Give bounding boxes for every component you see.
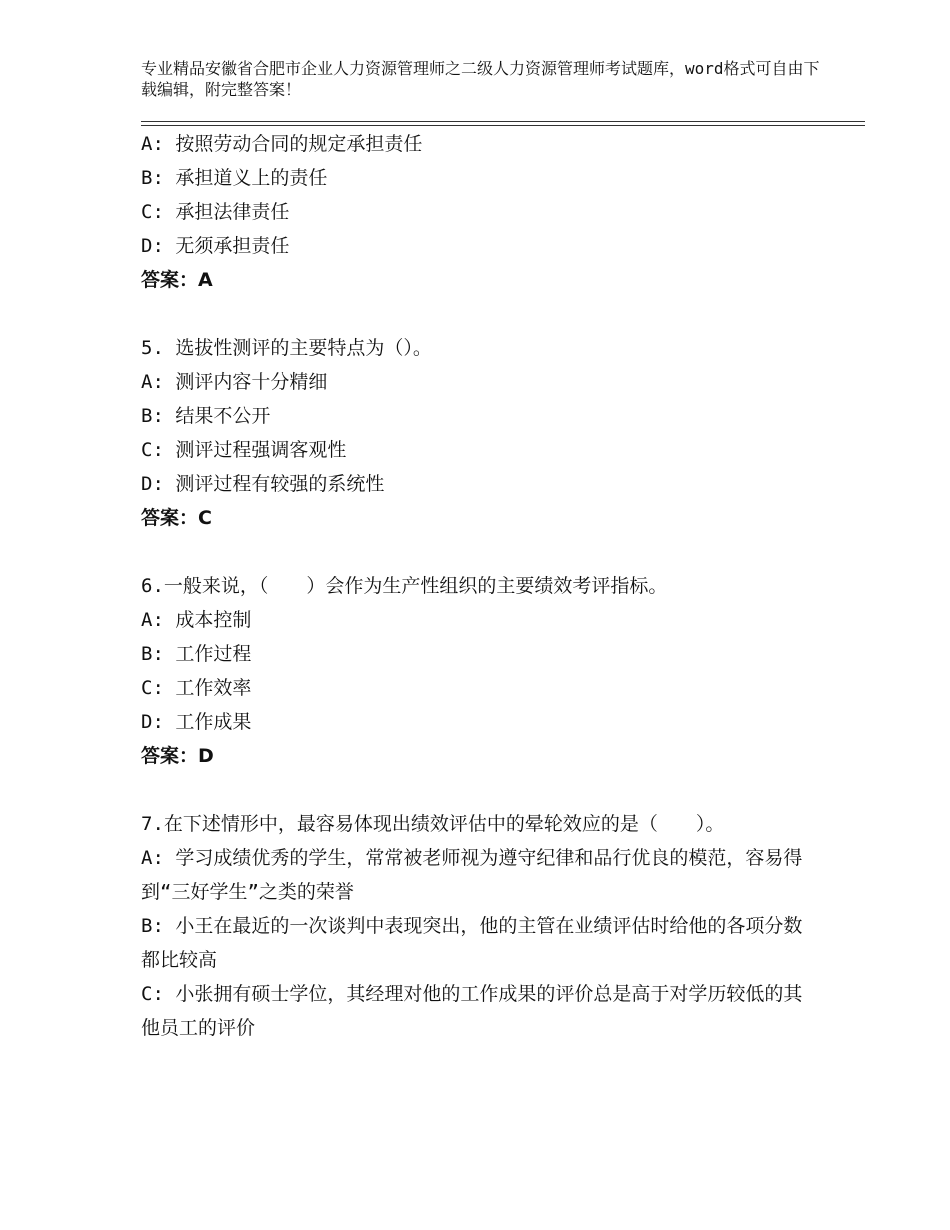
option-b: B: 结果不公开	[141, 405, 271, 427]
option-c: C: 小张拥有硕士学位，其经理对他的工作成果的评价总是高于对学历较低的其他员工的评价	[141, 983, 803, 1039]
option-d: D: 工作成果	[141, 711, 252, 733]
answer: 答案：C	[141, 507, 212, 529]
option-c: C: 测评过程强调客观性	[141, 439, 347, 461]
option-a: A: 成本控制	[141, 609, 252, 631]
option-c: C: 工作效率	[141, 677, 252, 699]
spacer	[141, 773, 821, 807]
spacer	[141, 297, 821, 331]
question-5	[141, 331, 821, 535]
question-text: 5. 选拔性测评的主要特点为（）。	[141, 337, 432, 359]
option-a: A: 按照劳动合同的规定承担责任	[141, 133, 423, 155]
question-text: 6.一般来说，（ ）会作为生产性组织的主要绩效考评指标。	[141, 575, 668, 597]
question-7	[141, 807, 821, 1045]
option-b: B: 工作过程	[141, 643, 252, 665]
document-header: 专业精品安徽省合肥市企业人力资源管理师之二级人力资源管理师考试题库，word格式可自由下载编辑，附完整答案！	[141, 59, 820, 99]
option-d: D: 测评过程有较强的系统性	[141, 473, 385, 495]
question-text: 7.在下述情形中，最容易体现出绩效评估中的晕轮效应的是（ ）。	[141, 813, 725, 835]
option-a: A: 测评内容十分精细	[141, 371, 328, 393]
answer: 答案：D	[141, 745, 214, 767]
header-rule-bottom	[141, 125, 865, 126]
option-a: A: 学习成绩优秀的学生，常常被老师视为遵守纪律和品行优良的模范，容易得到“三好学生”之类的荣誉	[141, 847, 803, 903]
spacer	[141, 535, 821, 569]
option-b: B: 小王在最近的一次谈判中表现突出，他的主管在业绩评估时给他的各项分数都比较高	[141, 915, 803, 971]
question-4	[141, 127, 821, 297]
option-c: C: 承担法律责任	[141, 201, 290, 223]
option-b: B: 承担道义上的责任	[141, 167, 328, 189]
question-list	[141, 127, 821, 1045]
question-6	[141, 569, 821, 773]
answer: 答案：A	[141, 269, 213, 291]
option-d: D: 无须承担责任	[141, 235, 290, 257]
header-rule-top	[141, 121, 865, 122]
